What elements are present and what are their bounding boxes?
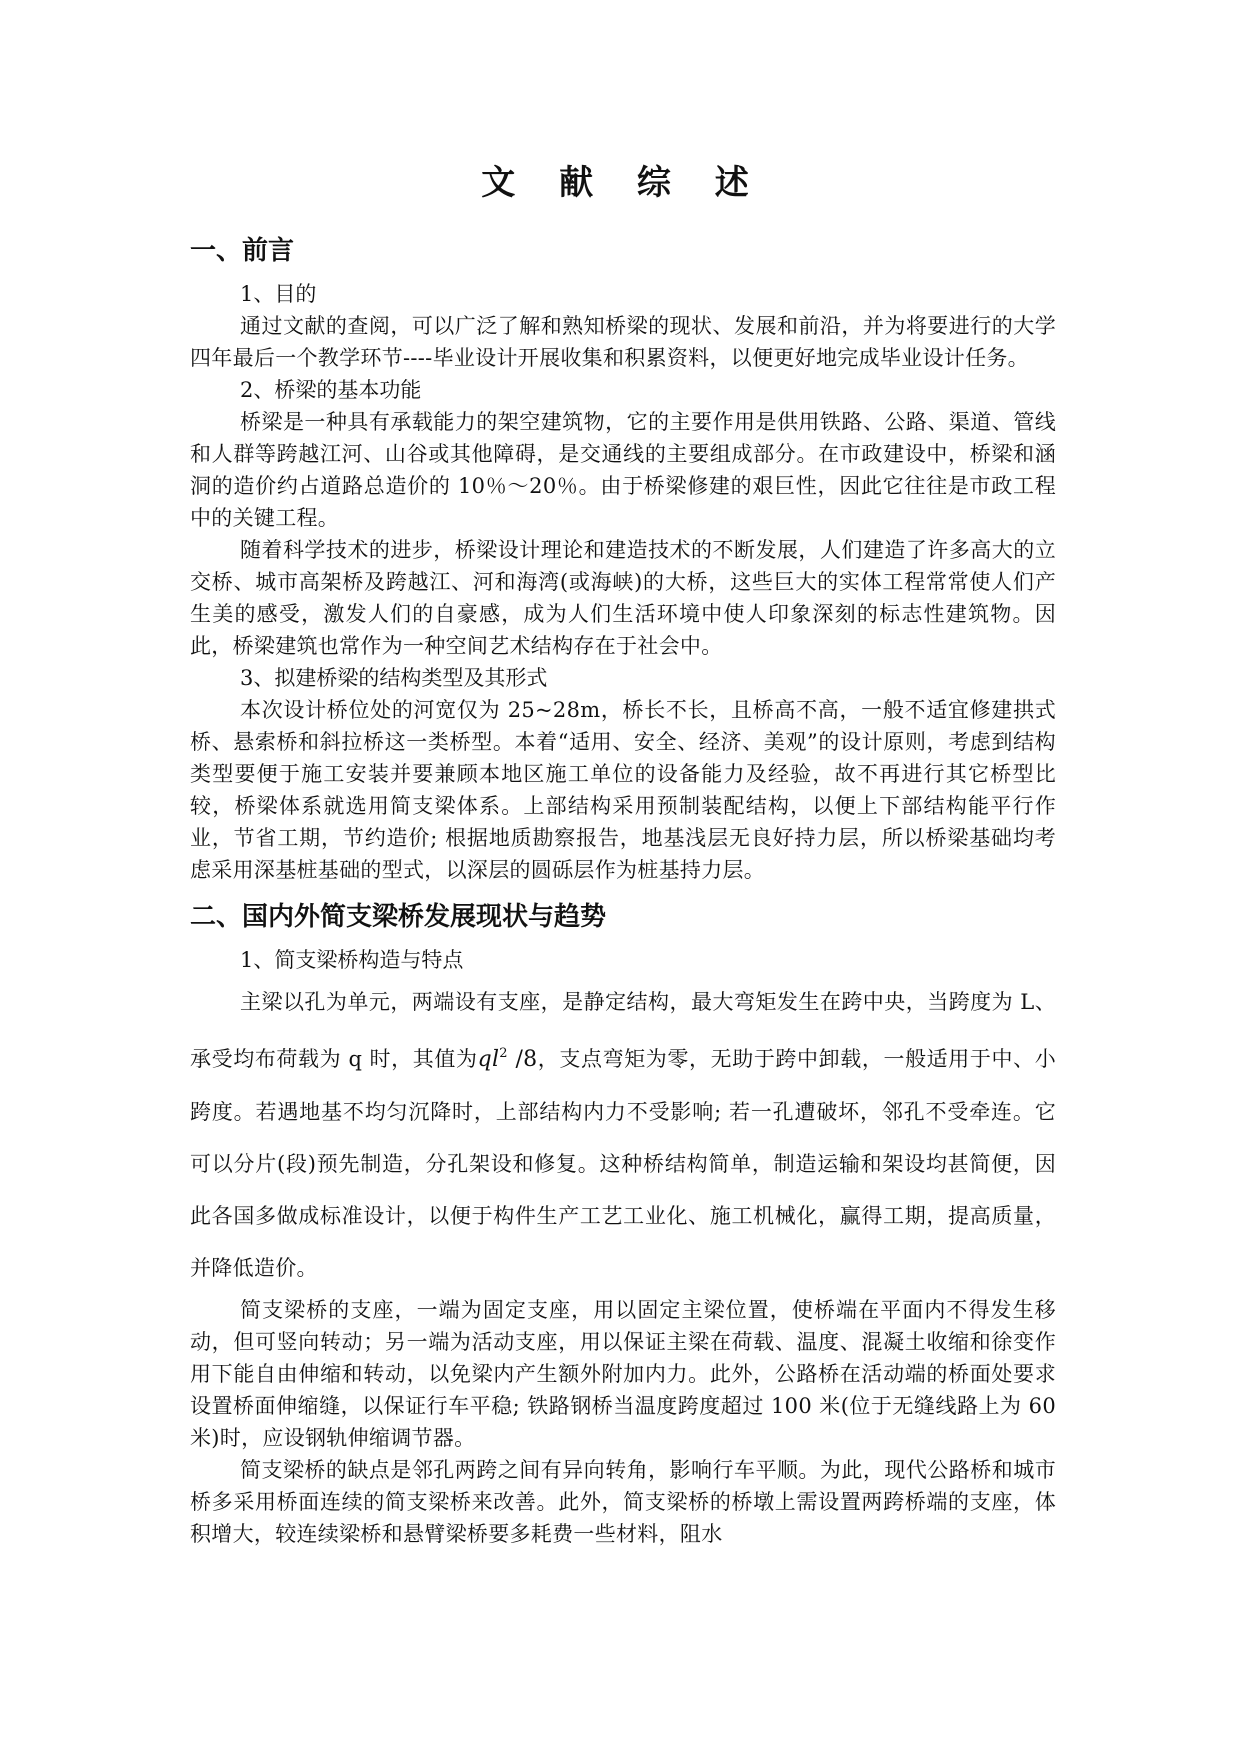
formula-tail: /8 (507, 1047, 538, 1072)
moment-formula (478, 1047, 538, 1072)
formula-base: ql (477, 1047, 500, 1072)
section-preface (190, 230, 1056, 886)
section-heading: 二、国内外简支梁桥发展现状与趋势 (190, 902, 607, 932)
subheading-basic-function: 2、桥梁的基本功能 (240, 378, 422, 402)
section-heading: 一、前言 (190, 236, 295, 266)
formula-exponent: 2 (499, 1046, 508, 1061)
paragraph: 通过文献的查阅，可以广泛了解和熟知桥梁的现状、发展和前沿，并为将要进行的大学四年最后一个教学环节----毕业设计开展收集和积累资料，以便更好地完成毕业设计任务。 (190, 314, 1056, 370)
section-development (190, 896, 1056, 1550)
paragraph: 本次设计桥位处的河宽仅为 25~28m，桥长不长，且桥高不高，一般不适宜修建拱式桥、悬索桥和斜拉桥这一类桥型。本着“适用、安全、经济、美观”的设计原则，考虑到结构类型要便于施工安装并要兼顾本地区施工单位的设备能力及经验，故不再进行其它桥型比较，桥梁体系就选用简支梁体系。上部结构采用预制装配结构，以便上下部结构能平行作业，节省工期，节约造价; 根据地质勘察报告，地基浅层无良好持力层，所以桥梁基础均考虑采用深基桩基础的型式，以深层的圆砾层作为桩基持力层。 (190, 698, 1056, 882)
paragraph: 随着科学技术的进步，桥梁设计理论和建造技术的不断发展，人们建造了许多高大的立交桥、城市高架桥及跨越江、河和海湾(或海峡)的大桥，这些巨大的实体工程常常使人们产生美的感受，激发人们的自豪感，成为人们生活环境中使人印象深刻的标志性建筑物。因此，桥梁建筑也常作为一种空间艺术结构存在于社会中。 (190, 538, 1056, 658)
subheading-construction: 1、简支梁桥构造与特点 (240, 948, 464, 972)
formula-text-before: 主梁以孔为单元，两端设有支座，是静定结构，最大弯矩发生在跨中央，当跨度为 L、承受均布荷载为 q 时，其值为 (190, 990, 1056, 1071)
paragraph: 简支梁桥的支座，一端为固定支座，用以固定主梁位置，使桥端在平面内不得发生移动，但可竖向转动；另一端为活动支座，用以保证主梁在荷载、温度、混凝土收缩和徐变作用下能自由伸缩和转动，以免梁内产生额外附加内力。此外，公路桥在活动端的桥面处要求设置桥面伸缩缝，以保证行车平稳; 铁路钢桥当温度跨度超过 100 米(位于无缝线路上为 60 米)时，应设钢轨伸缩调节器。 (190, 1298, 1056, 1450)
paragraph: 简支梁桥的缺点是邻孔两跨之间有异向转角，影响行车平顺。为此，现代公路桥和城市桥多采用桥面连续的简支梁桥来改善。此外，简支梁桥的桥墩上需设置两跨桥端的支座，体积增大，较连续梁桥和悬臂梁桥要多耗费一些材料，阻水 (190, 1458, 1056, 1546)
document-page (190, 158, 1056, 1550)
paragraph: 桥梁是一种具有承载能力的架空建筑物，它的主要作用是供用铁路、公路、渠道、管线和人群等跨越江河、山谷或其他障碍，是交通线的主要组成部分。在市政建设中，桥梁和涵洞的造价约占道路总造价的 10％～20％。由于桥梁修建的艰巨性，因此它往往是市政工程中的关键工程。 (190, 410, 1056, 530)
subheading-purpose: 1、目的 (240, 282, 317, 306)
subheading-structure-type: 3、拟建桥梁的结构类型及其形式 (240, 666, 548, 690)
formula-text-after: ，支点弯矩为零，无助于跨中卸载，一般适用于中、小跨度。若遇地基不均匀沉降时，上部结构内力不受影响; 若一孔遭破坏，邻孔不受牵连。它可以分片(段)预先制造，分孔架设和修复。这种桥结构简单，制造运输和架设均甚简便，因此各国多做成标准设计，以便于构件生产工艺工业化、施工机械化，赢得工期，提高质量，并降低造价。 (190, 1047, 1056, 1280)
paragraph-with-formula (190, 976, 1056, 1294)
document-title: 文 献 综 述 (481, 163, 765, 203)
